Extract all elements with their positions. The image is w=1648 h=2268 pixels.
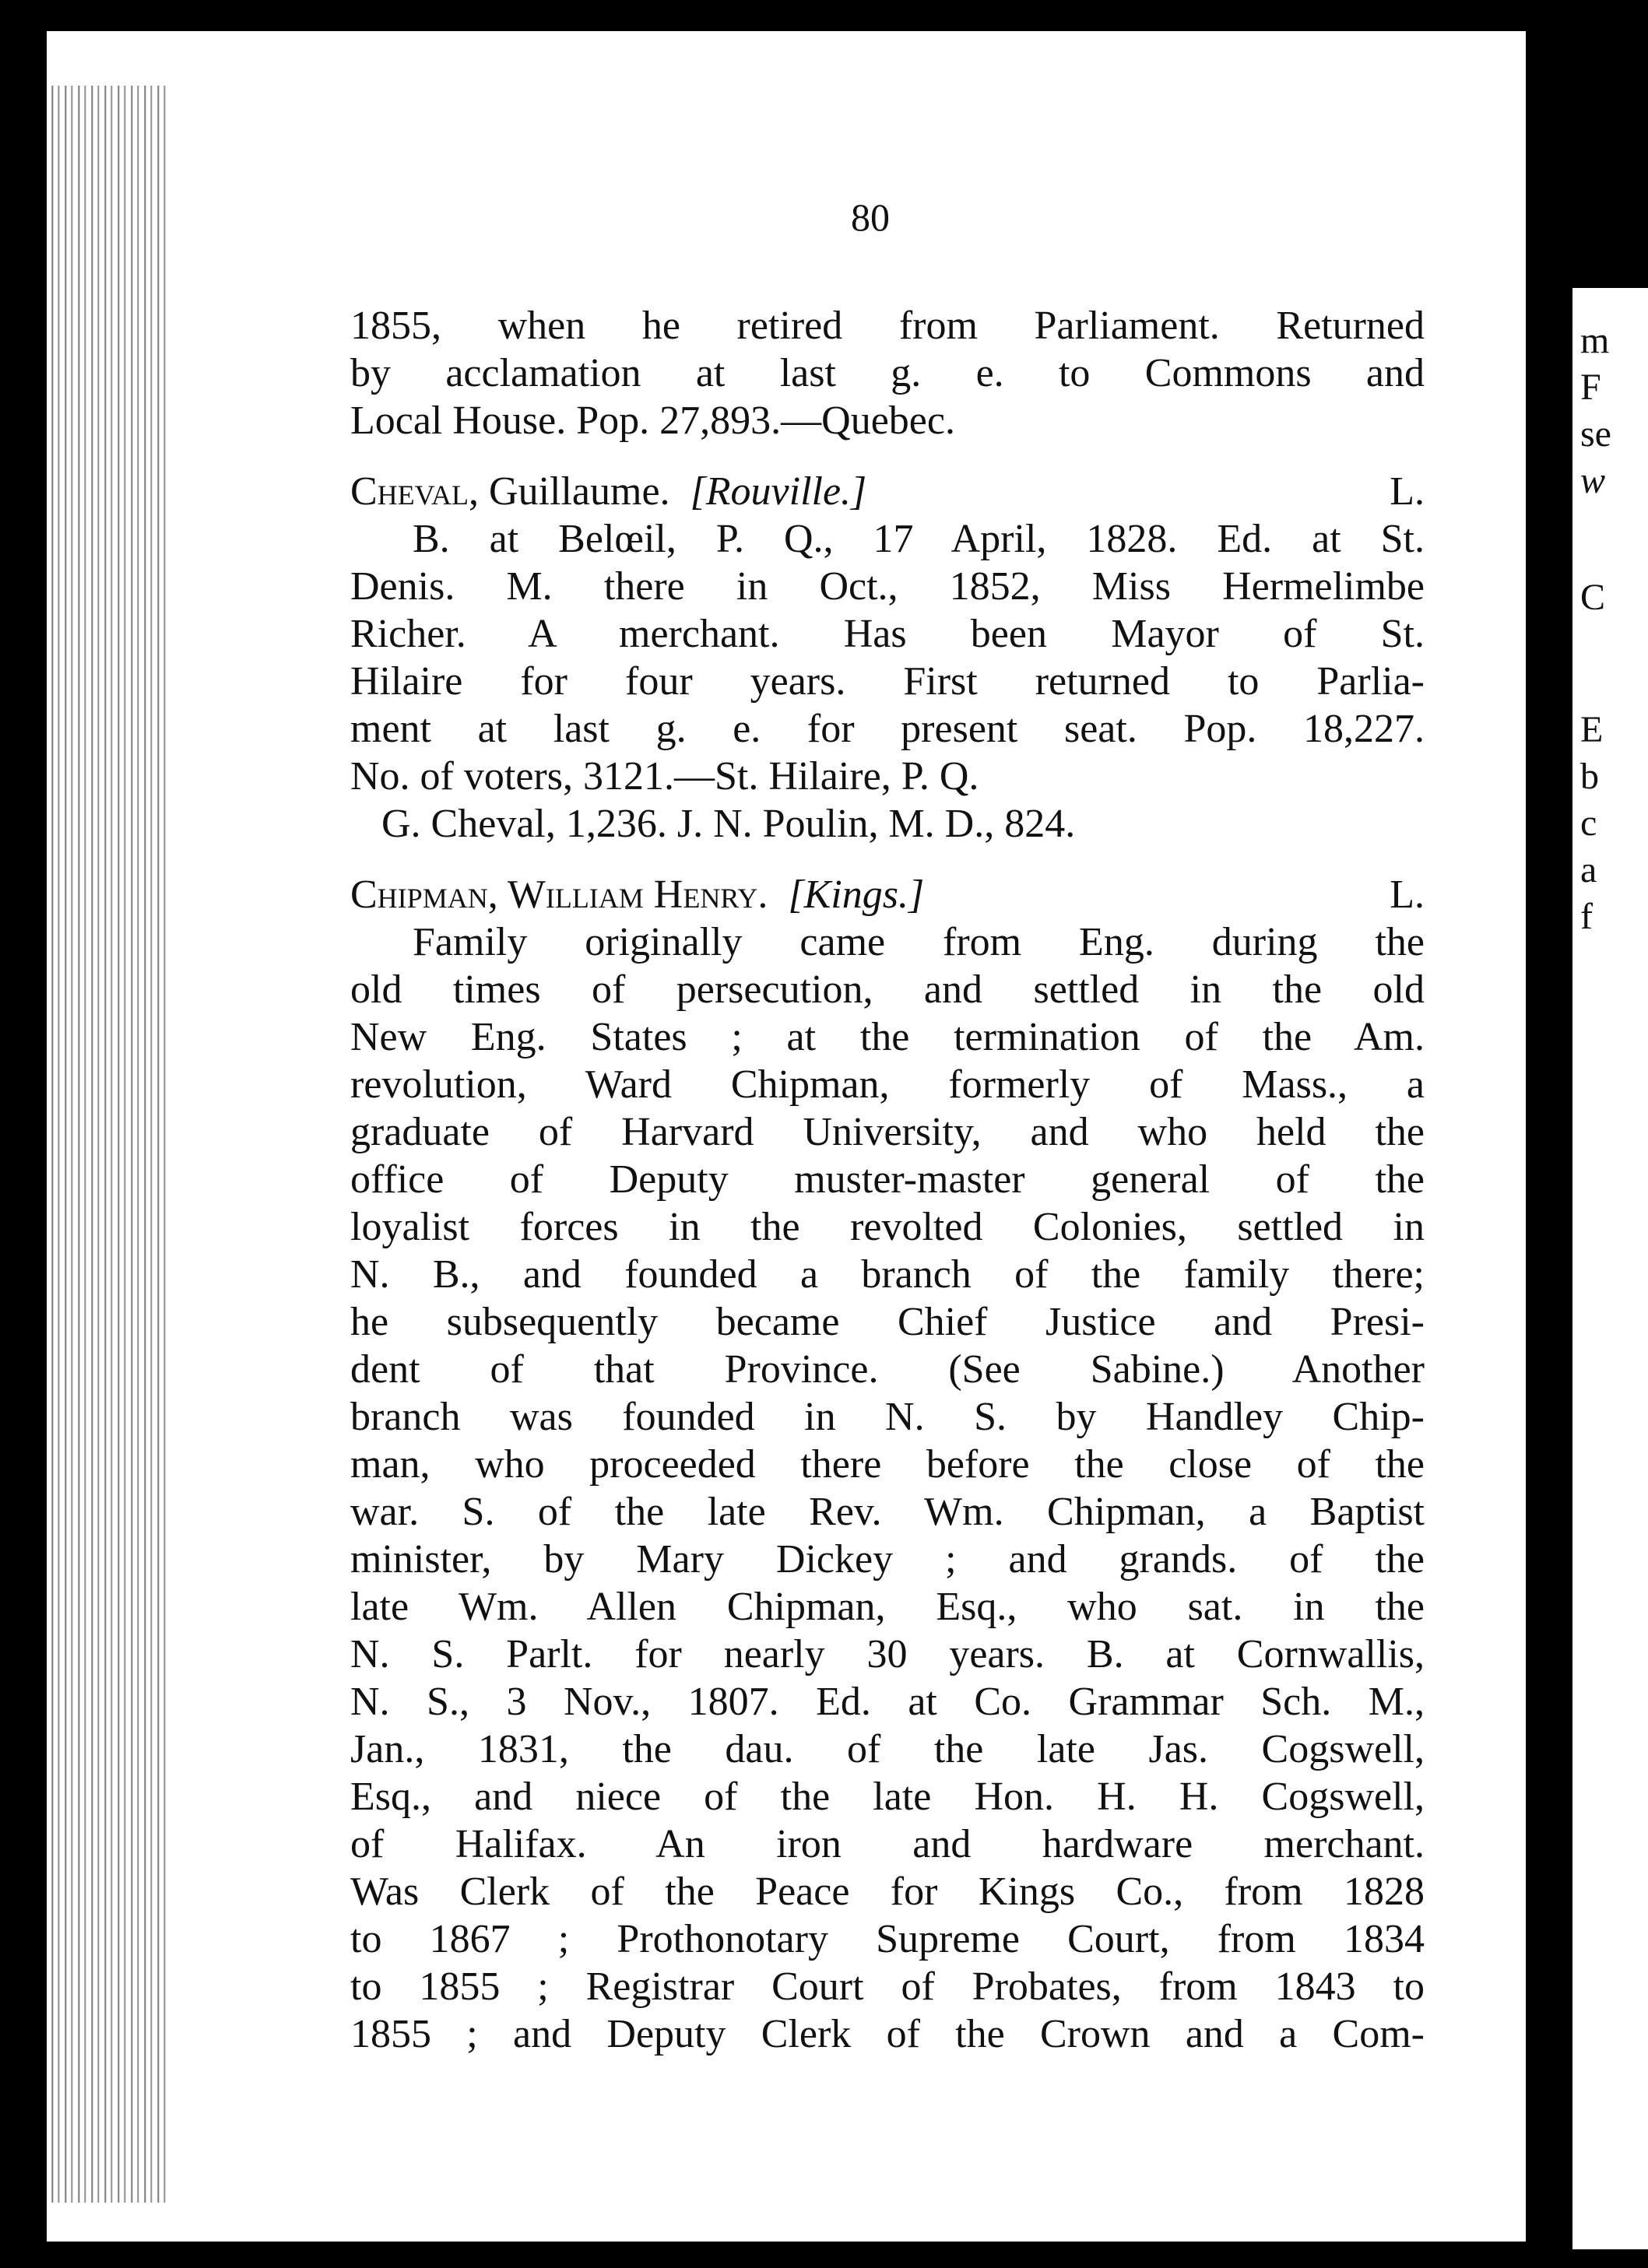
text-line: loyalist forces in the revolted Colonies, settled in [350,1205,1425,1249]
text-line: minister, by Mary Dickey ; and grands. of the [350,1537,1425,1582]
entry-party: L. [1390,469,1425,514]
text-line: N. B., and founded a branch of the family there; [350,1252,1425,1297]
entry-continuation [350,302,1425,444]
entry-surname: Cheval [350,469,469,514]
entry-given-name: , Guillaume. [469,469,670,514]
text-line: 1855 ; and Deputy Clerk of the Crown and a Com- [350,2012,1425,2056]
text-line: Esq., and niece of the late Hon. H. H. Cogswell, [350,1775,1425,1819]
fragment: b [1580,756,1599,797]
text-line: Was Clerk of the Peace for Kings Co., from 1828 [350,1870,1425,1914]
page-body [350,302,1425,2058]
text-line: Denis. M. there in Oct., 1852, Miss Hermelimbe [350,564,1425,609]
text-line: New Eng. States ; at the termination of the Am. [350,1015,1425,1059]
fragment: c [1580,802,1597,844]
adjacent-page-fragment [1572,288,1648,2249]
text-line: revolution, Ward Chipman, formerly of Mass., a [350,1062,1425,1107]
fragment: w [1580,460,1606,501]
text-line: graduate of Harvard University, and who held the [350,1110,1425,1154]
fragment: F [1580,367,1601,408]
text-line: N. S., 3 Nov., 1807. Ed. at Co. Grammar Sch. M., [350,1680,1425,1724]
text-line: to 1867 ; Prothonotary Supreme Court, from 1834 [350,1917,1425,1961]
fragment: C [1580,577,1606,618]
text-line: N. S. Parlt. for nearly 30 years. B. at Cornwallis, [350,1632,1425,1676]
text-line: ment at last g. e. for present seat. Pop. 18,227. [350,707,1425,751]
page-number: 80 [851,195,890,239]
text-line: man, who proceeded there before the close of the [350,1442,1425,1487]
text-line: office of Deputy muster-master general of the [350,1157,1425,1202]
fragment: a [1580,849,1597,890]
text-line: old times of persecution, and settled in the old [350,967,1425,1012]
text-line: Richer. A merchant. Has been Mayor of St. [350,612,1425,656]
text-line: Family originally came from Eng. during the [413,920,1425,964]
text-line: dent of that Province. (See Sabine.) Another [350,1347,1425,1392]
entry-riding: [Kings.] [788,872,925,917]
gutter-shadow [1526,16,1557,2242]
fragment: f [1580,896,1593,937]
text-line: of Halifax. An iron and hardware merchant. [350,1822,1425,1866]
entry-heading [350,871,1425,918]
text-line: war. S. of the late Rev. Wm. Chipman, a Baptist [350,1490,1425,1534]
text-line: Jan., 1831, the dau. of the late Jas. Cogswell, [350,1727,1425,1771]
entry-heading [350,468,1425,515]
text-line: to 1855 ; Registrar Court of Probates, from 1843 to [350,1964,1425,2009]
text-line: Local House. Pop. 27,893.—Quebec. [350,398,955,443]
entry-riding: [Rouville.] [690,469,867,514]
entry-cheval [350,468,1425,848]
fragment: E [1580,709,1604,750]
text-line: late Wm. Allen Chipman, Esq., who sat. in the [350,1585,1425,1629]
page-edge-shadow [47,86,167,2203]
entry-surname: Chipman, William Henry. [350,872,768,917]
text-line: 1855, when he retired from Parliament. Returned [350,304,1425,348]
text-line: No. of voters, 3121.—St. Hilaire, P. Q. [350,754,979,799]
text-line: Hilaire for four years. First returned to Parlia- [350,659,1425,704]
fragment: se [1580,413,1611,455]
text-line: G. Cheval, 1,236. J. N. Poulin, M. D., 824. [381,802,1076,846]
text-line: branch was founded in N. S. by Handley Chip- [350,1395,1425,1439]
text-line: he subsequently became Chief Justice and Presi- [350,1300,1425,1344]
entry-party: L. [1390,872,1425,917]
text-line: B. at Belœil, P. Q., 17 April, 1828. Ed. at St. [413,517,1425,561]
text-line: by acclamation at last g. e. to Commons and [350,351,1425,395]
fragment: m [1580,320,1610,361]
entry-chipman [350,871,1425,2058]
